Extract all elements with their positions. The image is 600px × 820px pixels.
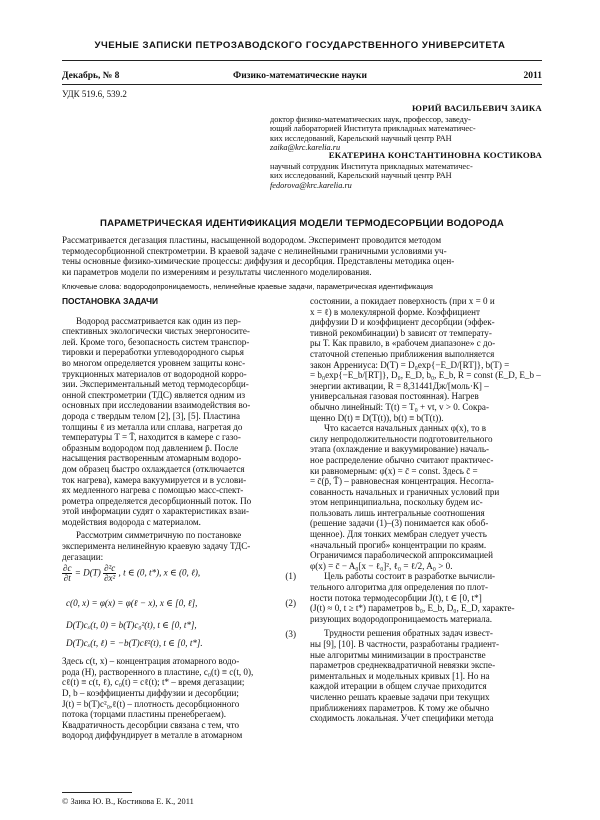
author-email[interactable]: fedorova@krc.karelia.ru [270,180,352,190]
text-line: численно решать краевые задачи при текущих [310,691,490,702]
text-line: J(t) = b(T)c²₀,ℓ(t) – плотность десорбционного [62,698,240,709]
text-line: тельного алгоритма для определения по плот- [310,582,488,593]
equation-1 [62,564,296,590]
text-line: универсальная газовая постоянная). Нагрев [310,391,479,402]
text-line: ки равномерным: φ(x) = c̄ = const. Здесь c̄ = [310,465,478,476]
text-line: энергии активации, R = 8,31441Дж/[моль·К] – [310,380,489,391]
text-line: ях медленного нагрева с помощью масс-спект- [62,485,244,496]
left-column [62,296,296,741]
text-line: статочной степенью приближения выполняется [310,348,495,359]
text-line: сходимость локальная. Учет специфики метода [310,713,494,724]
section-label: Физико-математические науки [233,71,367,81]
text-line: этом непринципиальна, поскольку будем ис- [310,497,483,508]
copyright-footer: © Заика Ю. В., Костикова Е. К., 2011 [62,797,194,806]
eq2-body: c(0, x) = φ(x) = φ(ℓ − x), x ∈ [0, ℓ], [66,598,198,609]
text-line: температуры T = T̄, находится в камере с газо- [62,432,241,443]
text-line: дом образец быстро охлаждается (отключается [62,463,245,474]
text-line: = c̄(p̄, T̄) – равновесная концентрация. Несогла- [310,476,494,487]
author-block-2 [270,151,542,190]
author-affiliation-line: ющий лабораторией Института прикладных математичес- [270,124,476,134]
text-line: ны [9], [10]. В частности, разработаны градиент- [310,639,500,649]
text-line: Трудности решения обратных задач извест- [324,628,493,639]
text-line: приближениях параметров. К тому же обычно [310,702,490,713]
eq2-number: (2) [285,598,296,609]
text-line: дегазации: [62,551,104,562]
abstract-line: термодесорбционной спектрометрии. В краевой задаче с нелинейными граничными условиями уч- [62,245,447,256]
text-line: обычно линейный: T(t) = T₀ + vt, v > 0. Сокра- [310,401,489,412]
text-line: Рассмотрим симметричную по постановке [76,530,242,541]
right-paragraph-2 [310,423,544,571]
text-line: ток нагрева), камера вакуумируется и в услови- [62,474,247,485]
text-line: спективных экологически чистых энергоносите- [62,326,250,337]
text-line: лей. Кроме того, безопасность систем транспор- [62,336,250,347]
text-line: диффузии D и коэффициент десорбции (эффек- [310,317,495,328]
author-name: ЮРИЙ ВАСИЛЬЕВИЧ ЗАИКА [412,103,542,113]
abstract-line: ки параметров модели по измерениям и результаты численного моделирования. [62,267,372,278]
text-line: cℓ(t) ≡ c(t, ℓ), c₀(t) = cℓ(t); t* – время дегазации; [62,677,245,688]
text-line: образным водородом под давлением p̄. После [62,442,239,453]
left-paragraph-3 [62,656,296,741]
text-line: (решение задачи (1)–(3) понимается как обоб- [310,518,489,529]
section-heading: ПОСТАНОВКА ЗАДАЧИ [62,296,158,306]
left-paragraph-1 [62,316,296,528]
eq3b-body: D(T)cₓ(t, ℓ) = −b(T)cℓ²(t), t ∈ [0, t*]. [66,637,203,648]
left-paragraph-2 [62,530,296,562]
eq1-mid: = D(T) [74,567,101,578]
author-email[interactable]: zaika@krc.karelia.ru [270,143,341,153]
text-line: риментальных и модельных кривых [1]. Но на [310,670,490,681]
text-line: рода (H), растворенного в пластине, c₀(t) ≡ c(t, 0), [62,666,254,677]
issue-label: Декабрь, № 8 [62,71,120,81]
text-line: щенно D(t) ≡ D(T(t)), b(t) ≡ b(T(t)). [310,412,444,423]
year-label: 2011 [523,71,542,81]
keywords: Ключевые слова: водородопроницаемость, нелинейные краевые задачи, параметрическая идентификация [62,282,433,291]
abstract [62,235,542,278]
text-line: сованность начальных и граничных условий при [310,486,500,497]
text-line: рометра определяется десорбционный поток. По [62,495,252,506]
right-paragraph-1 [310,296,544,423]
eq1-number: (1) [285,571,296,582]
text-line: потока (торцами пластины пренебрегаем). [62,709,227,720]
text-line: тировки и переработки углеводородного сырья [62,347,244,358]
footer-rule [62,792,132,793]
abstract-line: тены основные физико-химические процессы: диффузия и десорбция. Представлены методика оцен- [62,256,455,267]
text-line: этой информации судят о характеристиках взаи- [62,506,249,517]
eq1-tail: , t ∈ (0, t*), x ∈ (0, ℓ), [118,567,201,578]
text-line: пользовать лишь интегральные соотношения [310,507,485,518]
abstract-line: Рассматривается дегазация пластины, насыщенной водородом. Эксперимент проводится методом [62,235,442,245]
journal-title: УЧЕНЫЕ ЗАПИСКИ ПЕТРОЗАВОДСКОГО ГОСУДАРСТВЕННОГО УНИВЕРСИТЕТА [94,40,506,51]
text-line: ризующих водородопроницаемость материала. [310,613,493,624]
text-line: трукционных материалов от водородной корро- [62,368,247,379]
text-line: x = ℓ) в молекулярной форме. Коэффициент [310,306,480,317]
author-affiliation-line: научный сотрудник Института прикладных математичес- [270,161,473,171]
text-line: Цель работы состоит в разработке вычисли- [324,571,496,582]
text-line: онной спектрометрии (ТДС) является одним из [62,389,246,400]
eq3a-body: D(T)cₓ(t, 0) = b(T)c₀²(t), t ∈ [0, t*], [66,620,197,631]
text-line: закон Аррениуса: D(T) = D₀exp{−E_D/[RT]}, b(T) = [310,359,510,370]
text-line: силу непродолжительности подготовительного [310,433,493,444]
text-line: (J(t) ≈ 0, t ≥ t*) параметров b₀, E_b, D₀, E_D, характе- [310,603,515,614]
header-rule-top [62,60,542,61]
equation-2 [62,598,296,610]
text-line: основных при исследовании взаимодействия во- [62,400,251,411]
text-line: ры T. Как правило, в «рабочем диапазоне» с до- [310,338,496,349]
equation-3 [62,620,296,650]
paper-title: ПАРАМЕТРИЧЕСКАЯ ИДЕНТИФИКАЦИЯ МОДЕЛИ ТЕРМОДЕСОРБЦИИ ВОДОРОДА [100,218,504,229]
author-affiliation-line: ких исследований, Карельский научный центр РАН [270,133,452,143]
text-line: состоянии, а покидает поверхность (при x = 0 и [310,296,495,306]
author-name: ЕКАТЕРИНА КОНСТАНТИНОВНА КОСТИКОВА [328,150,542,160]
eq1-lhs: $\frac{\partial c}{\partial t}$ [63,563,72,584]
right-column [310,296,544,724]
text-line: Ограничимся параболической аппроксимацией [310,550,493,561]
text-line: каждой итерации в общем случае приходится [310,681,487,692]
text-line: параметров среднеквадратичной невязки экспе- [310,660,496,671]
text-line: ные алгоритмы минимизации в пространстве [310,649,486,660]
text-line: φ(x) = c̄ − A₀[x − ℓ₀]², ℓ₀ = ℓ/2, A₀ > 0. [310,560,453,571]
text-line: зии. Экспериментальный метод термодесорбци- [62,379,249,390]
udk-code: УДК 519.6, 539.2 [62,89,127,99]
right-paragraph-3 [310,571,544,624]
text-line: ности потока термодесорбции J(t), t ∈ [0, t*] [310,592,482,603]
text-line: D, b – коэффициенты диффузии и десорбции; [62,688,239,699]
text-line: Квадратичность десорбции связана с тем, что [62,719,240,730]
author-block-1 [270,104,542,153]
text-line: щенное). Для тонких мембран следует учесть [310,529,487,540]
text-line: Водород рассматривается как один из пер- [76,315,241,326]
text-line: водород диффундирует в металле в атомарном [62,730,243,741]
text-line: модействия водорода с материалом. [62,516,201,527]
text-line: «начальный прогиб» концентрации по краям. [310,539,487,550]
author-affiliation-line: доктор физико-математических наук, профессор, заведу- [270,114,471,124]
text-line: = b₀exp{−E_b/[RT]}, D₀, E_D, b₀, E_b, R = const (E_D, E_b – [310,370,541,381]
text-line: дорода с твердым телом [2], [3], [5]. Пластина [62,410,241,421]
right-paragraph-4 [310,628,544,723]
header-rule-bottom [62,84,542,85]
text-line: эксперимента нелинейную краевую задачу ТДС- [62,541,251,552]
text-line: во многом определяется уровнем защиты конс- [62,357,246,368]
eq1-rhs: $\frac{\text{∂²c}}{\text{∂x²}}$ [104,563,116,584]
text-line: ное распределение обычно считают практичес- [310,454,494,465]
text-line: насыщения растворенным атомарным водоро- [62,453,242,464]
text-line: Что касается начальных данных φ(x), то в [324,423,487,434]
text-line: Здесь c(t, x) – концентрация атомарного водо- [62,656,240,667]
text-line: тивной рекомбинации) b зависят от температу- [310,327,492,338]
author-affiliation-line: ких исследований, Карельский научный центр РАН [270,171,452,181]
text-line: толщины ℓ из металла или сплава, нагретая до [62,421,243,432]
eq3-number: (3) [285,629,296,640]
text-line: этапа (охлаждение и вакуумирование) началь- [310,444,490,455]
